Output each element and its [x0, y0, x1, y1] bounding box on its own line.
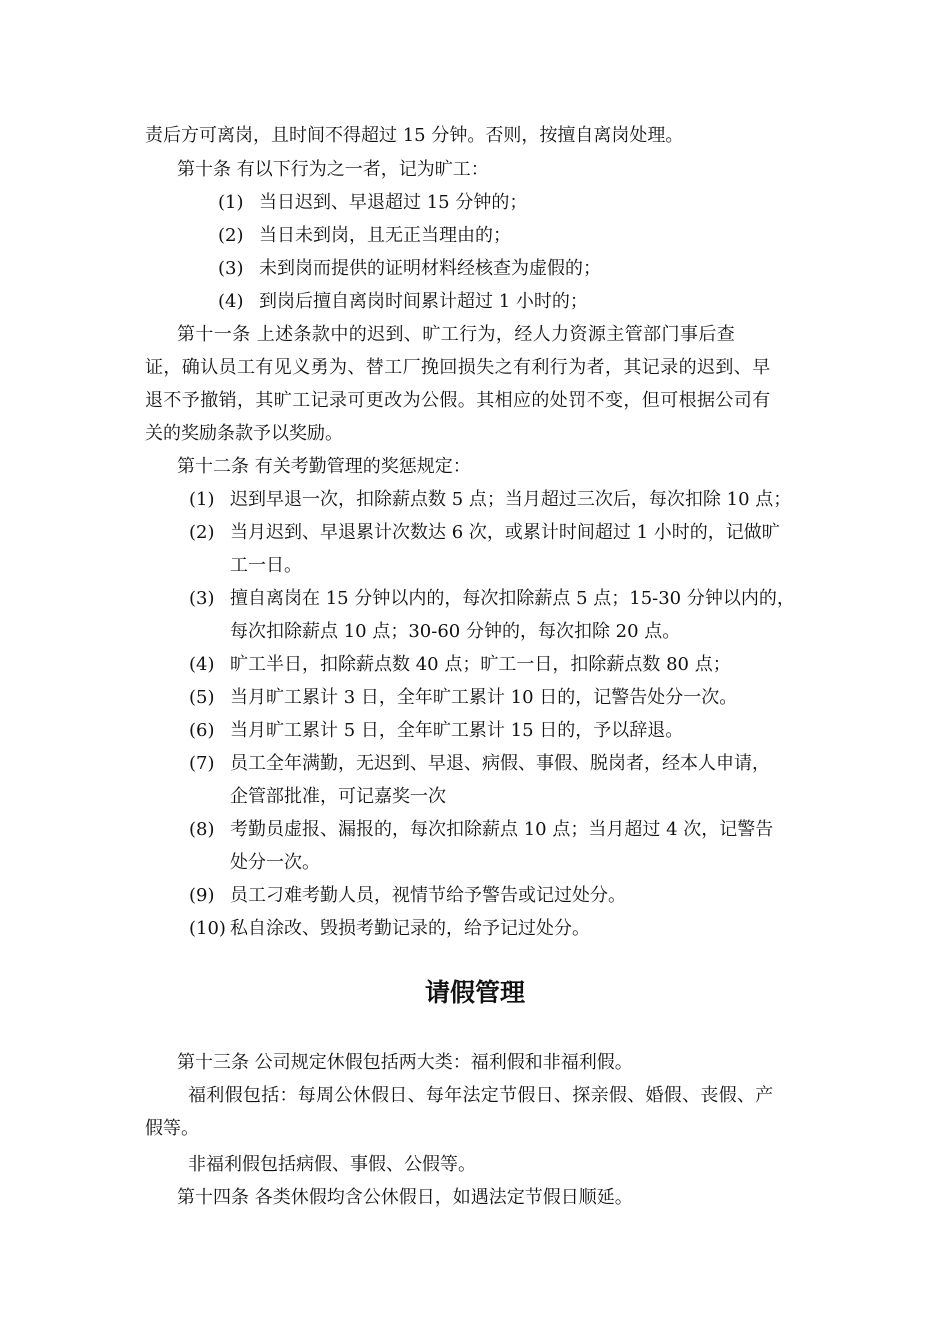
article-12-item-1-number: (1): [189, 489, 215, 510]
article-12-item-7-text-line-2: 企管部批准，可记嘉奖一次: [230, 786, 446, 807]
article-12-item-6-number: (6): [189, 720, 215, 741]
article-11-line-3: 退不予撤销，其旷工记录可更改为公假。其相应的处罚不变，但可根据公司有: [145, 390, 771, 411]
article-12-item-3-text-line-2: 每次扣除薪点 10 点；30-60 分钟的，每次扣除 20 点。: [230, 621, 681, 642]
article-12-item-9-number: (9): [189, 885, 215, 906]
article-10-item-1-number: (1): [218, 192, 244, 213]
welfare-leave-line-2: 假等。: [145, 1118, 199, 1139]
article-11-line-1: 第十一条 上述条款中的迟到、旷工行为，经人力资源主管部门事后查: [177, 324, 736, 345]
article-12-item-8-text-line-1: 考勤员虚报、漏报的，每次扣除薪点 10 点；当月超过 4 次，记警告: [230, 819, 774, 840]
article-12-item-10-text: 私自涂改、毁损考勤记录的，给予记过处分。: [230, 918, 590, 939]
article-10-title: 第十条 有以下行为之一者，记为旷工：: [177, 159, 489, 180]
article-12-item-2-text-line-1: 当月迟到、早退累计次数达 6 次，或累计时间超过 1 小时的，记做旷: [230, 522, 780, 543]
article-11-line-2: 证，确认员工有见义勇为、替工厂挽回损失之有利行为者，其记录的迟到、早: [145, 357, 771, 378]
article-10-item-2-number: (2): [218, 225, 244, 246]
article-10-item-3-number: (3): [218, 258, 244, 279]
article-12-item-8-text-line-2: 处分一次。: [230, 852, 320, 873]
article-10-item-4-number: (4): [218, 291, 244, 312]
article-12-item-5-text: 当月旷工累计 3 日，全年旷工累计 10 日的，记警告处分一次。: [230, 687, 738, 708]
article-12-item-4-text: 旷工半日，扣除薪点数 40 点；旷工一日，扣除薪点数 80 点；: [230, 654, 731, 675]
article-12-item-3-text-line-1: 擅自离岗在 15 分钟以内的，每次扣除薪点 5 点；15-30 分钟以内的，: [230, 588, 795, 609]
section-heading: 请假管理: [424, 978, 525, 1007]
article-12-title: 第十二条 有关考勤管理的奖惩规定：: [177, 456, 471, 477]
article-12-item-8-number: (8): [189, 819, 215, 840]
welfare-leave-line-1: 福利假包括：每周公休假日、每年法定节假日、探亲假、婚假、丧假、产: [188, 1085, 774, 1106]
article-10-item-2-text: 当日未到岗，且无正当理由的；: [259, 225, 511, 246]
article-12-item-6-text: 当月旷工累计 5 日，全年旷工累计 15 日的，予以辞退。: [230, 720, 684, 741]
continued-paragraph: 责后方可离岗，且时间不得超过 15 分钟。否则，按擅自离岗处理。: [145, 125, 684, 146]
non-welfare-leave: 非福利假包括病假、事假、公假等。: [188, 1154, 476, 1175]
article-11-line-4: 关的奖励条款予以奖励。: [145, 423, 343, 444]
article-12-item-5-number: (5): [189, 687, 215, 708]
article-12-item-7-number: (7): [189, 753, 215, 774]
article-10-item-4-text: 到岗后擅自离岗时间累计超过 1 小时的；: [259, 291, 588, 312]
article-12-item-9-text: 员工刁难考勤人员，视情节给予警告或记过处分。: [230, 885, 626, 906]
article-12-item-10-number: (10): [189, 918, 226, 939]
article-10-item-3-text: 未到岗而提供的证明材料经核查为虚假的；: [259, 258, 601, 279]
article-14-title: 第十四条 各类休假均含公休假日，如遇法定节假日顺延。: [177, 1187, 633, 1208]
article-12-item-1-text: 迟到早退一次，扣除薪点数 5 点；当月超过三次后，每次扣除 10 点；: [230, 489, 792, 510]
article-12-item-4-number: (4): [189, 654, 215, 675]
article-12-item-3-number: (3): [189, 588, 215, 609]
article-12-item-2-number: (2): [189, 522, 215, 543]
article-10-item-1-text: 当日迟到、早退超过 15 分钟的；: [259, 192, 528, 213]
article-12-item-2-text-line-2: 工一日。: [230, 555, 302, 576]
article-12-item-7-text-line-1: 员工全年满勤，无迟到、早退、病假、事假、脱岗者，经本人申请，: [230, 753, 770, 774]
article-13-title: 第十三条 公司规定休假包括两大类：福利假和非福利假。: [177, 1052, 633, 1073]
